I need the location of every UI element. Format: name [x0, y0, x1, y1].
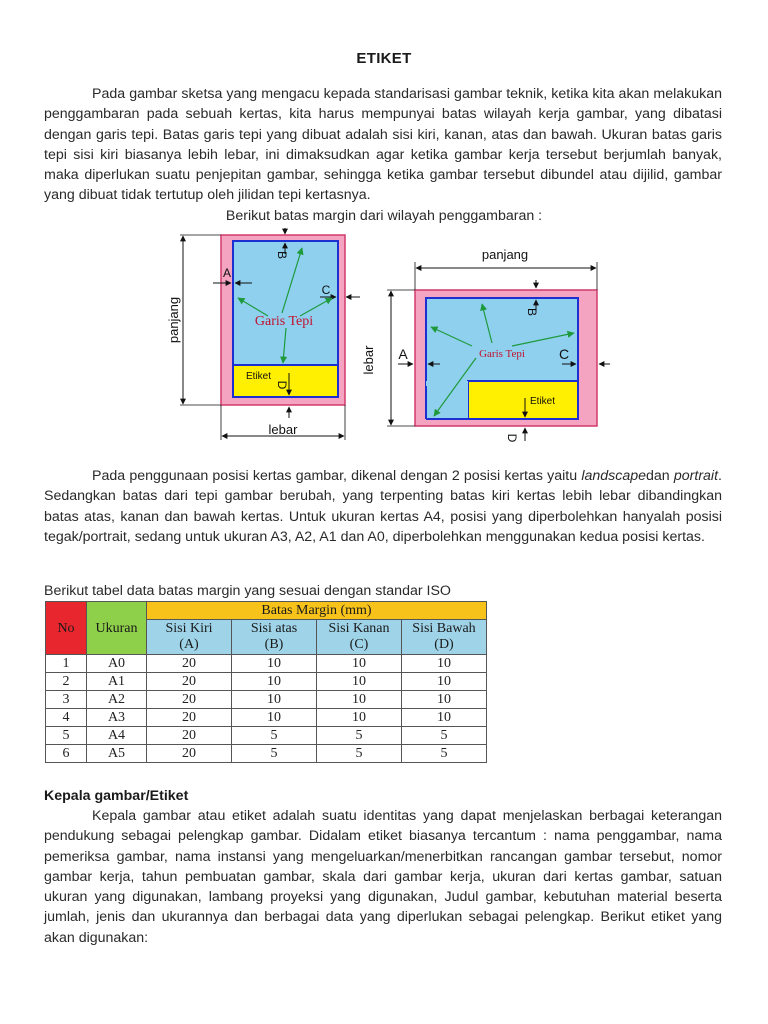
cell-sisi-kanan: 10 [317, 691, 402, 709]
cell-sisi-kanan: 5 [317, 745, 402, 763]
landscape-sheet [361, 247, 610, 443]
header-sisi-bawah-line1: Sisi Bawah [412, 621, 476, 636]
landscape-label-a: A [398, 346, 408, 362]
header-sisi-kanan-line1: Sisi Kanan [328, 621, 390, 636]
cell-sisi-kiri: 20 [147, 655, 232, 673]
table-row [46, 709, 487, 727]
cell-no: 2 [46, 673, 87, 691]
table-intro: Berikut tabel data batas margin yang sesuai dengan standar ISO [44, 583, 451, 599]
orientation-text-suffix: . Sedangkan batas dari tepi gambar berubah, yang terpenting batas kiri kertas lebih lebar dibandingkan batas atas, kanan dan bawah kertas. Untuk ukuran kertas A4, posisi yang diperbolehkan hanyalah posisi tegak/portrait, sedang untuk ukuran A3, A2, A1 dan A0, diperbolehkan menggunakan kedua posisi kertas. [44, 468, 722, 545]
header-sisi-kiri [147, 620, 232, 655]
cell-no: 5 [46, 727, 87, 745]
margin-table [45, 601, 487, 763]
figure-caption: Berikut batas margin dari wilayah penggambaran : [225, 208, 543, 224]
portrait-label-c: C [321, 283, 331, 297]
section-heading: Kepala gambar/Etiket [44, 788, 189, 804]
header-sisi-kiri-line1: Sisi Kiri [165, 621, 213, 636]
landscape-lebar-label: lebar [361, 345, 376, 375]
header-sisi-kanan [317, 620, 402, 655]
cell-sisi-atas: 5 [232, 727, 317, 745]
cell-sisi-kiri: 20 [147, 727, 232, 745]
intro-paragraph: Pada gambar sketsa yang mengacu kepada standarisasi gambar teknik, ketika kita akan melakukan penggambaran pada sebuah kertas, kita harus mempunyai batas wilayah kerja gambar, yang dibatasi dengan garis tepi. Batas garis tepi yang dibuat adalah sisi kiri, kanan, atas dan bawah. Ukuran batas garis tepi sisi kiri biasanya lebih lebar, ini dimaksudkan agar ketika gambar kerja tersebut berjumlah banyak, maka diperlukan suatu penjepitan gambar, sehingga ketika gambar tersebut dibundel atau dijilid, gambar yang dibuat tidak tertutup oleh jilidan tepi kertasnya. [44, 86, 722, 204]
cell-sisi-kanan: 10 [317, 709, 402, 727]
portrait-label-d: D [275, 380, 289, 390]
landscape-label-c: C [558, 346, 570, 362]
cell-sisi-bawah: 10 [402, 655, 487, 673]
cell-sisi-bawah: 10 [402, 673, 487, 691]
cell-sisi-atas: 10 [232, 673, 317, 691]
portrait-sheet [166, 228, 360, 440]
cell-no: 6 [46, 745, 87, 763]
cell-ukuran: A2 [87, 691, 147, 709]
cell-sisi-bawah: 10 [402, 709, 487, 727]
landscape-panjang-label: panjang [481, 247, 529, 262]
cell-sisi-kanan: 5 [317, 727, 402, 745]
header-sisi-atas-line2: (B) [264, 637, 284, 652]
cell-sisi-bawah: 10 [402, 691, 487, 709]
orientation-paragraph [44, 466, 722, 547]
header-sisi-bawah-line2: (D) [434, 637, 454, 652]
landscape-label-d: D [505, 433, 519, 443]
table-row [46, 745, 487, 763]
portrait-term: portrait [673, 468, 719, 484]
cell-sisi-kanan: 10 [317, 655, 402, 673]
landscape-etiket-label: Etiket [530, 396, 556, 407]
header-sisi-atas-line1: Sisi atas [250, 621, 298, 636]
cell-sisi-atas: 10 [232, 691, 317, 709]
landscape-garis-tepi-label: Garis Tepi [479, 348, 525, 360]
portrait-label-a: A [222, 266, 232, 280]
cell-ukuran: A0 [87, 655, 147, 673]
portrait-lebar-label: lebar [268, 422, 298, 437]
header-no: No [46, 602, 87, 655]
header-batas-margin: Batas Margin (mm) [147, 602, 487, 620]
cell-no: 4 [46, 709, 87, 727]
cell-ukuran: A3 [87, 709, 147, 727]
cell-sisi-kiri: 20 [147, 691, 232, 709]
cell-sisi-kiri: 20 [147, 745, 232, 763]
cell-sisi-bawah: 5 [402, 745, 487, 763]
table-row [46, 727, 487, 745]
landscape-term: landscape [581, 468, 647, 484]
table-row [46, 691, 487, 709]
table-row [46, 673, 487, 691]
portrait-etiket-label: Etiket [246, 371, 272, 382]
cell-no: 1 [46, 655, 87, 673]
portrait-garis-tepi-label: Garis Tepi [254, 314, 314, 329]
portrait-label-b: B [275, 250, 289, 260]
header-sisi-bawah [402, 620, 487, 655]
cell-sisi-kanan: 10 [317, 673, 402, 691]
cell-sisi-kiri: 20 [147, 709, 232, 727]
cell-sisi-atas: 5 [232, 745, 317, 763]
header-sisi-kanan-line2: (C) [349, 637, 369, 652]
cell-ukuran: A4 [87, 727, 147, 745]
header-sisi-atas [232, 620, 317, 655]
cell-ukuran: A5 [87, 745, 147, 763]
portrait-panjang-label: panjang [166, 296, 181, 344]
orientation-text-prefix: Pada penggunaan posisi kertas gambar, dikenal dengan 2 posisi kertas yaitu [92, 468, 582, 484]
landscape-label-b: B [525, 307, 539, 317]
etiket-paragraph: Kepala gambar atau etiket adalah suatu identitas yang dapat menjelaskan berbagai keterangan pendukung sebagai pelengkap gambar. Didalam etiket biasanya tercantum : nama penggambar, nama pemeriksa gambar, nama instansi yang mengeluarkan/menerbitkan rancangan gambar tersebut, nomor gambar kerja, tahun pembuatan gambar, skala dari gambar kerja, ukuran dari kertas gambar, satuan ukuran yang digunakan, lambang proyeksi yang digunakan, Judul gambar, kebutuhan material beserta jumlah, jenis dan ukurannya dan berbagai data yang diperlukan sebagai pelengkap. Berikut etiket yang akan digunakan: [44, 808, 722, 946]
cell-ukuran: A1 [87, 673, 147, 691]
table-row [46, 655, 487, 673]
cell-sisi-atas: 10 [232, 655, 317, 673]
header-ukuran: Ukuran [87, 602, 147, 655]
cell-sisi-bawah: 5 [402, 727, 487, 745]
cell-no: 3 [46, 691, 87, 709]
cell-sisi-atas: 10 [232, 709, 317, 727]
margin-figure [150, 228, 610, 443]
header-sisi-kiri-line2: (A) [179, 637, 199, 652]
page-title: ETIKET [356, 50, 412, 67]
orientation-text-mid: dan [646, 468, 674, 484]
cell-sisi-kiri: 20 [147, 673, 232, 691]
